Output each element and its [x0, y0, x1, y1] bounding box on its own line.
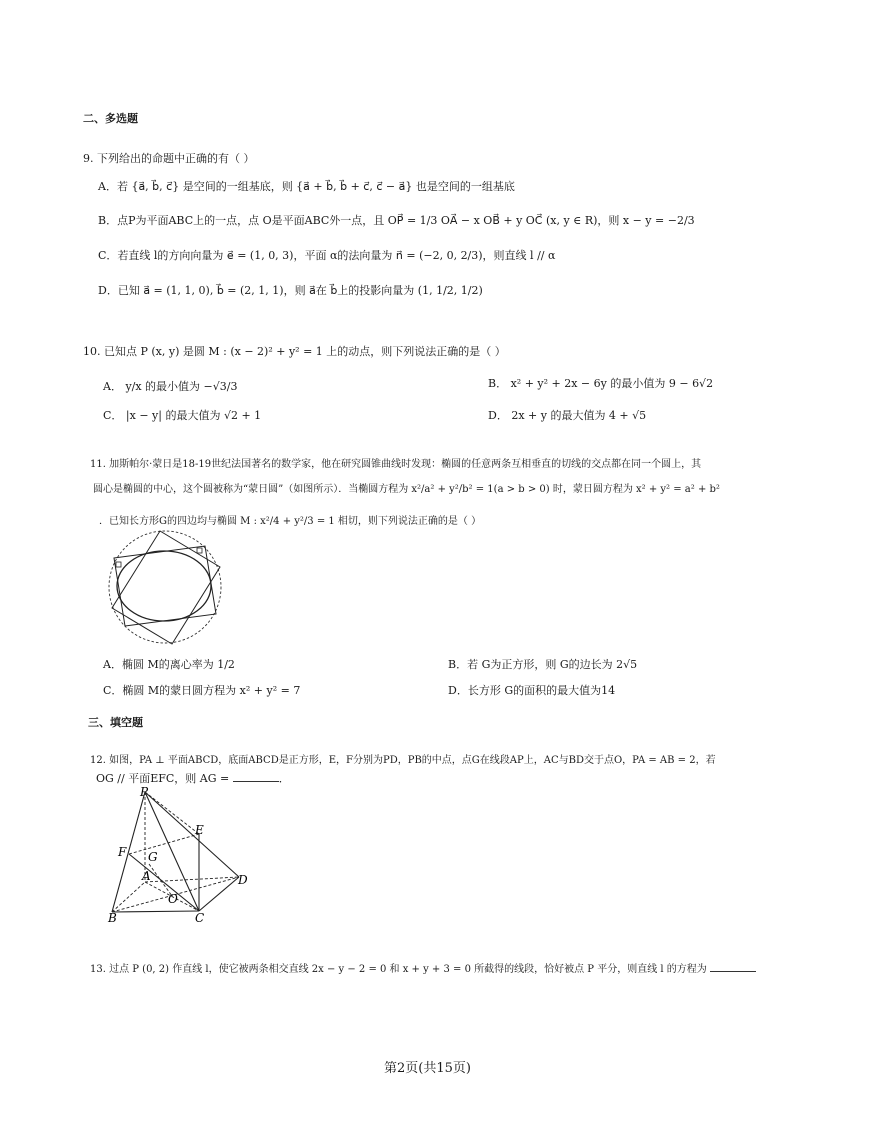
- q11-option-b: B．若 G为正方形，则 G的边长为 2√5: [448, 658, 638, 671]
- q12-line-2-end: ．: [278, 772, 290, 785]
- q10-option-c: C． |x − y| 的最大值为 √2 + 1: [103, 409, 262, 422]
- q10-option-d: D． 2x + y 的最大值为 4 + √5: [488, 409, 647, 422]
- vertex-label-g: G: [148, 850, 158, 864]
- vertex-label-a: A: [142, 869, 151, 883]
- vertex-label-e: E: [195, 823, 204, 837]
- vertex-label-b: B: [108, 911, 117, 925]
- q9-option-d: D．已知 a⃗ = (1, 1, 0), b⃗ = (2, 1, 1)，则 a⃗在 b⃗上的投影向量为 (1, 1/2, 1/2): [98, 284, 483, 297]
- page-number: 第2页(共15页): [384, 1061, 471, 1076]
- q11-line-2: 圆心是椭圆的中心，这个圆被称为“蒙日圆”（如图所示）．当椭圆方程为 x²/a² + y²/b² = 1(a > b > 0) 时，蒙日圆方程为 x² + y² = a² + b²: [93, 484, 720, 495]
- q10-option-b: B． x² + y² + 2x − 6y 的最小值为 9 − 6√2: [488, 377, 714, 390]
- section-title-multiple-choice: 二、多选题: [83, 112, 138, 125]
- q13-stem: [90, 960, 756, 975]
- q10-stem: 10. 已知点 P (x, y) 是圆 M : (x − 2)² + y² = 1 上的动点，则下列说法正确的是（ ）: [83, 345, 506, 358]
- section-title-fill-in: 三、填空题: [88, 716, 143, 729]
- q11-option-c: C．椭圆 M的蒙日圆方程为 x² + y² = 7: [103, 684, 301, 697]
- q11-option-d: D．长方形 G的面积的最大值为14: [448, 684, 616, 697]
- answer-blank[interactable]: [710, 961, 756, 972]
- rectangle-g-2: [114, 546, 216, 626]
- q9-stem: 9. 下列给出的命题中正确的有（ ）: [83, 152, 255, 165]
- vertex-label-c: C: [195, 911, 205, 925]
- q11-line-3: ．已知长方形G的四边均与椭圆 M : x²/4 + y²/3 = 1 相切，则下列说法正确的是（ ）: [99, 516, 482, 527]
- answer-blank[interactable]: [233, 771, 279, 782]
- q10-option-a: A． y/x 的最小值为 −√3/3: [103, 380, 238, 393]
- q11-line-1: 11. 加斯帕尔·蒙日是18-19世纪法国著名的数学家，他在研究圆锥曲线时发现：椭圆的任意两条互相垂直的切线的交点都在同一个圆上，其: [90, 459, 702, 470]
- right-angle-mark: [197, 548, 202, 553]
- monge-circle-figure: [102, 528, 232, 648]
- q11-option-a: A．椭圆 M的离心率为 1/2: [103, 658, 235, 671]
- q13-stem-text: 13. 过点 P (0, 2) 作直线 l，使它被两条相交直线 2x − y − 2 = 0 和 x + y + 3 = 0 所截得的线段，恰好被点 P 平分，则直线 l 的方程为: [90, 964, 707, 975]
- rectangle-g-1: [112, 531, 220, 644]
- q12-line-2-text: OG // 平面EFC，则 AG =: [96, 772, 230, 785]
- right-angle-mark: [116, 562, 121, 567]
- q12-line-1: 12. 如图，PA ⊥ 平面ABCD，底面ABCD是正方形，E，F分别为PD，PB的中点，点G在线段AP上，AC与BD交于点O，PA = AB = 2，若: [90, 755, 716, 766]
- vertex-label-d: D: [238, 873, 248, 887]
- pyramid-figure: [104, 782, 264, 926]
- q9-option-a: A．若 {a⃗, b⃗, c⃗} 是空间的一组基底，则 {a⃗ + b⃗, b⃗ + c⃗, c⃗ − a⃗} 也是空间的一组基底: [98, 180, 515, 193]
- vertex-label-f: F: [118, 845, 127, 859]
- vertex-label-p: P: [140, 785, 149, 799]
- ellipse-m: [117, 551, 211, 621]
- q9-option-b: B．点P为平面ABC上的一点，点 O是平面ABC外一点，且 OP⃗ = 1/3 OA⃗ − x OB⃗ + y OC⃗ (x, y ∈ R)，则 x − y = −2/3: [98, 214, 695, 227]
- q9-option-c: C．若直线 l的方向向量为 e⃗ = (1, 0, 3)，平面 α的法向量为 n⃗ = (−2, 0, 2/3)，则直线 l // α: [98, 249, 556, 262]
- vertex-label-o: O: [168, 892, 178, 906]
